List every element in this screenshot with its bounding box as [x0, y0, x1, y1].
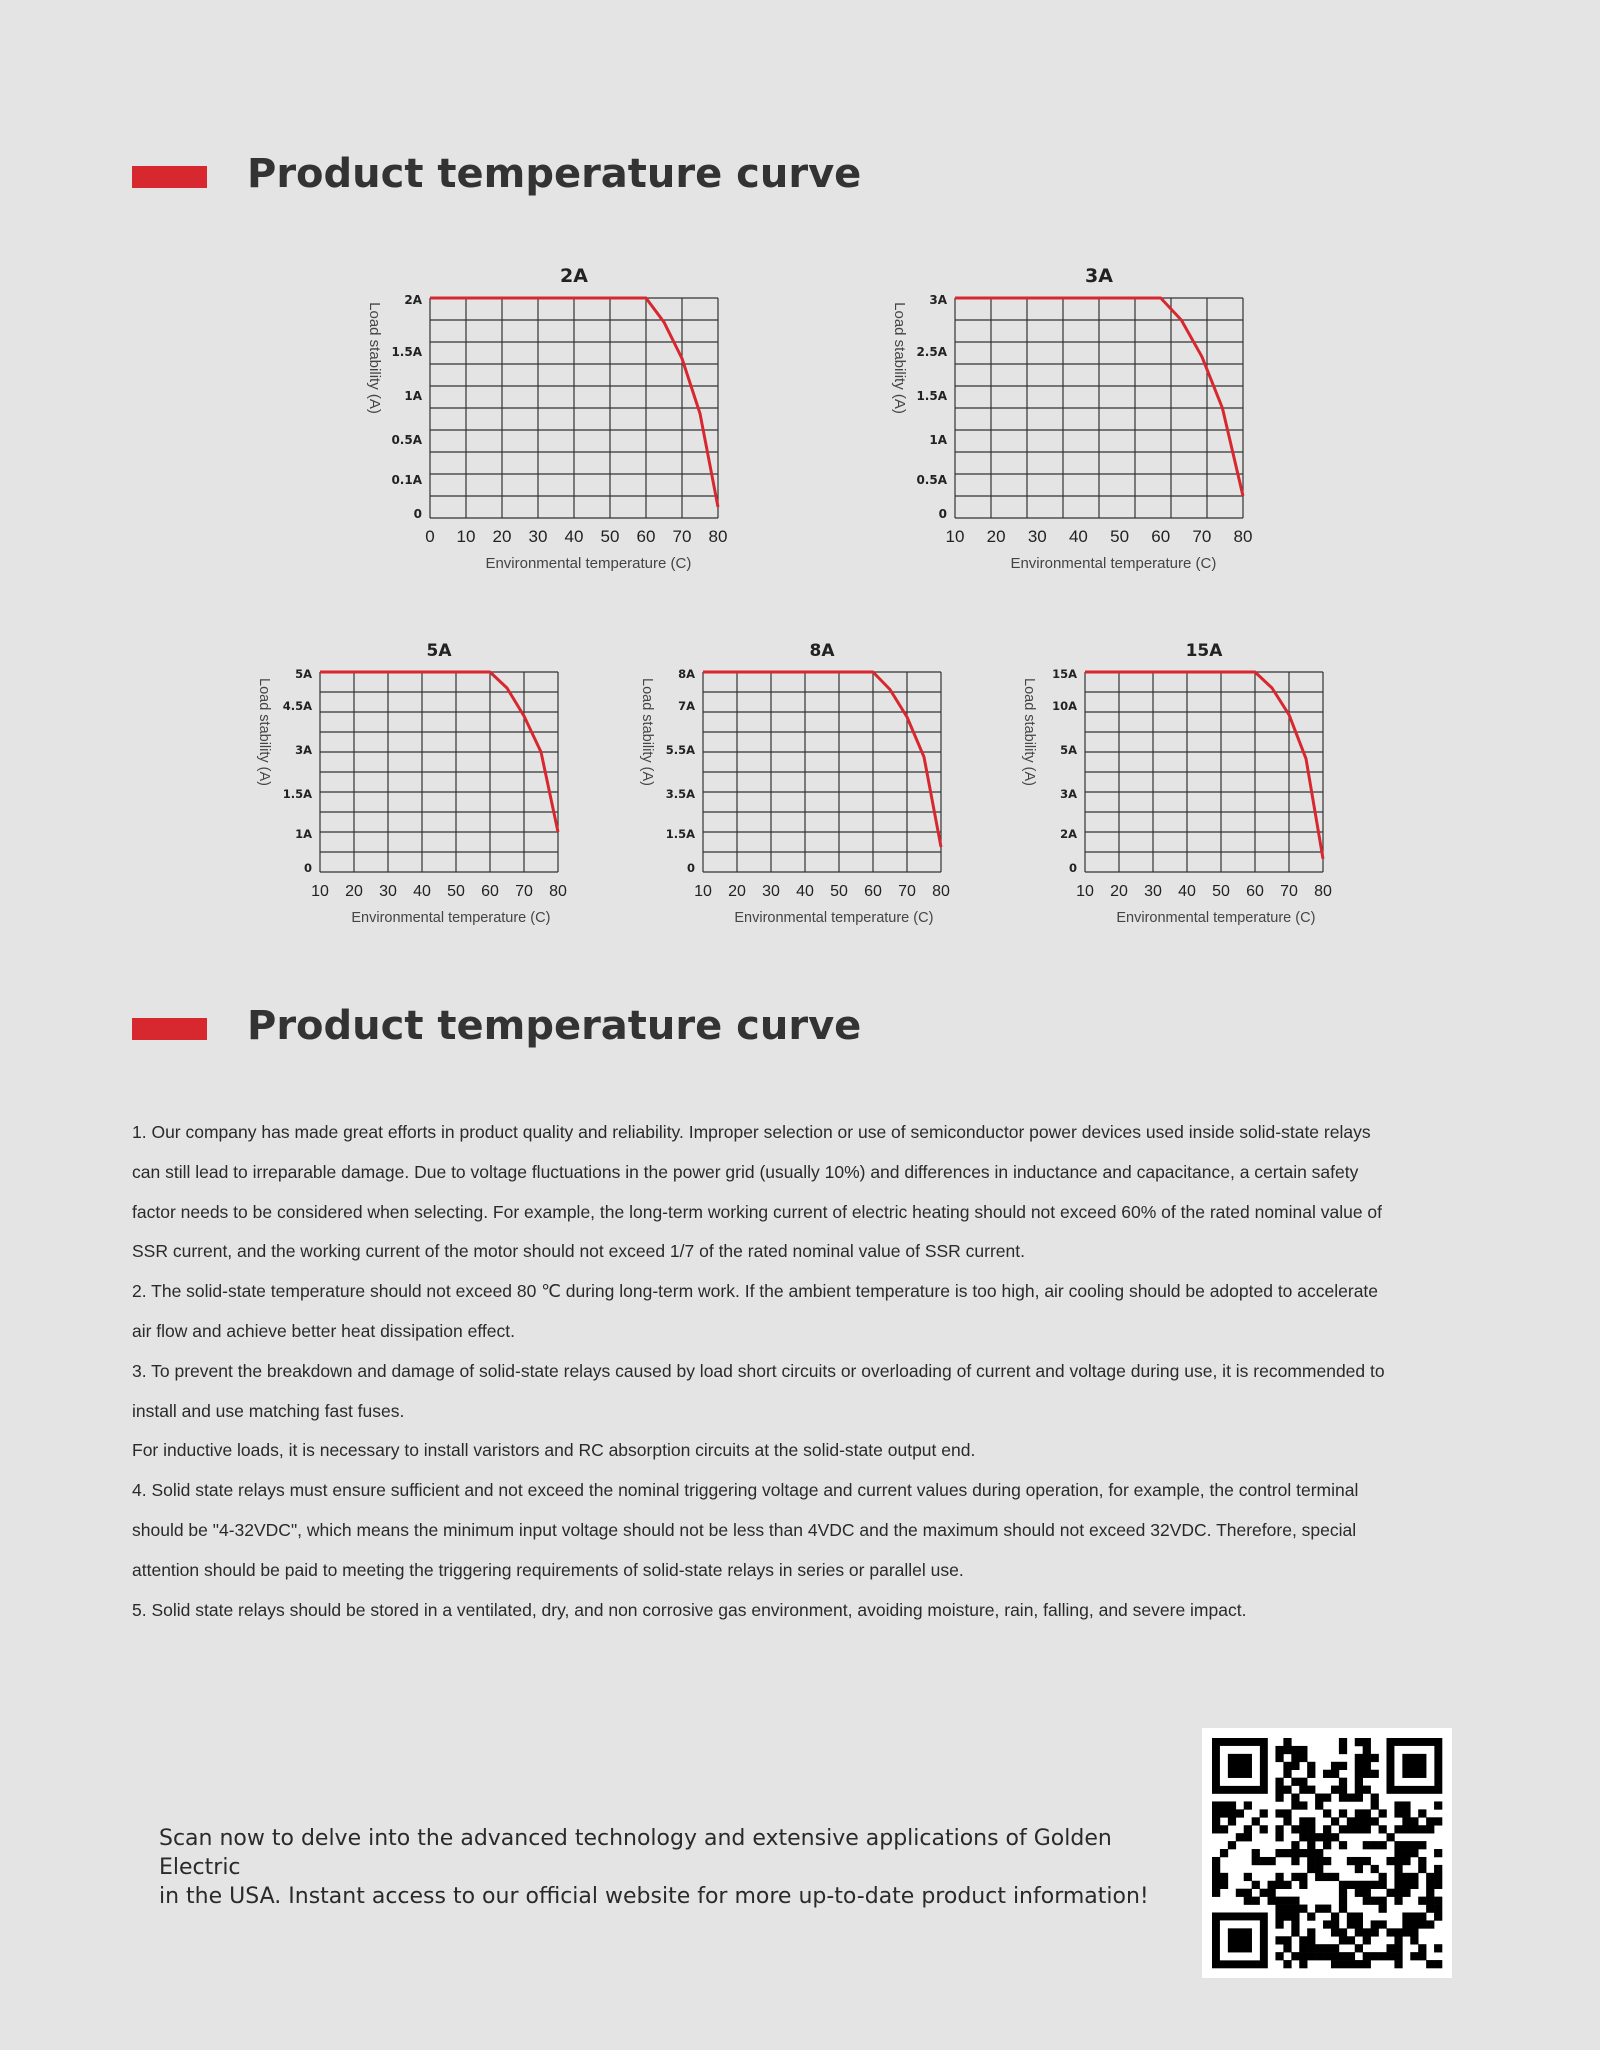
x-tick-label: 80: [932, 883, 950, 900]
y-tick-label: 0.5A: [916, 473, 947, 487]
x-tick-label: 0: [425, 527, 435, 546]
y-tick-label: 5A: [1060, 743, 1077, 757]
section-accent-bar: [132, 1018, 207, 1040]
y-tick-label: 1.5A: [391, 345, 422, 359]
x-tick-label: 40: [796, 883, 814, 900]
x-axis-label: Environmental temperature (C): [485, 555, 692, 572]
section-heading-notes: [132, 996, 1032, 1056]
x-tick-label: 80: [708, 527, 728, 546]
x-axis-label: Environmental temperature (C): [1010, 555, 1217, 572]
chart-svg: [1010, 634, 1360, 924]
scan-prompt: [159, 1824, 1159, 1911]
y-tick-label: 5A: [295, 667, 312, 681]
note-paragraph: 3. To prevent the breakdown and damage of solid-state relays caused by load short circuits or overloading of current and voltage during use, it is recommended to install and use matching fast fuses.: [132, 1360, 1385, 1421]
y-tick-label: 5.5A: [665, 743, 695, 757]
x-axis-label: Environmental temperature (C): [351, 910, 551, 926]
y-tick-label: 2.5A: [916, 345, 947, 359]
y-tick-label: 1A: [929, 433, 947, 447]
y-tick-label: 1A: [295, 827, 312, 841]
x-tick-label: 70: [515, 883, 533, 900]
y-tick-label: 0.5A: [391, 433, 422, 447]
y-tick-label: 3A: [295, 743, 312, 757]
y-axis-label: Load stability (A): [639, 678, 655, 786]
x-tick-label: 20: [1110, 883, 1128, 900]
section-heading-curves: [132, 144, 1032, 204]
usage-notes: [132, 1113, 1392, 1630]
note-paragraph: 4. Solid state relays must ensure sufficient and not exceed the nominal triggering voltage and current values during operation, for example, the control terminal should be "4-32VDC", which means the minimum input voltage should not be less than 4VDC and the maximum should not exceed 32VDC. Therefore, special attention should be paid to meeting the triggering requirements of solid-state relays in series or parallel use.: [132, 1480, 1359, 1580]
section-accent-bar: [132, 166, 207, 188]
x-tick-label: 60: [636, 527, 656, 546]
chart-8a: [628, 634, 978, 924]
x-tick-label: 60: [1151, 527, 1171, 546]
chart-2a: [350, 256, 750, 586]
chart-svg: [245, 634, 595, 924]
chart-title: 8A: [809, 641, 835, 661]
y-tick-label: 1.5A: [665, 827, 695, 841]
x-tick-label: 10: [311, 883, 329, 900]
section-title: Product temperature curve: [247, 151, 862, 197]
y-tick-label: 0: [303, 861, 312, 875]
x-axis-label: Environmental temperature (C): [1116, 910, 1316, 926]
y-tick-label: 1.5A: [916, 389, 947, 403]
y-tick-label: 0: [1068, 861, 1077, 875]
chart-title: 2A: [560, 265, 588, 287]
scan-line: Scan now to delve into the advanced technology and extensive applications of Golden Electric: [159, 1826, 1112, 1880]
chart-15a: [1010, 634, 1360, 924]
x-tick-label: 30: [1027, 527, 1047, 546]
x-tick-label: 30: [1144, 883, 1162, 900]
section-title: Product temperature curve: [247, 1003, 862, 1049]
y-tick-label: 3A: [1060, 787, 1077, 801]
x-tick-label: 80: [1314, 883, 1332, 900]
x-tick-label: 80: [1233, 527, 1253, 546]
x-tick-label: 50: [600, 527, 620, 546]
chart-3a: [875, 256, 1275, 586]
y-tick-label: 0: [938, 507, 947, 521]
chart-title: 5A: [426, 641, 452, 661]
x-tick-label: 20: [492, 527, 512, 546]
chart-title: 15A: [1185, 641, 1223, 661]
note-paragraph: 2. The solid-state temperature should not exceed 80 ℃ during long-term work. If the ambient temperature is too high, air cooling should be adopted to accelerate air flow and achieve better heat dissipation effect.: [132, 1281, 1379, 1341]
x-tick-label: 10: [945, 527, 965, 546]
x-tick-label: 30: [379, 883, 397, 900]
x-tick-label: 20: [728, 883, 746, 900]
x-axis-label: Environmental temperature (C): [734, 910, 934, 926]
x-tick-label: 40: [1178, 883, 1196, 900]
scan-line: in the USA. Instant access to our official website for more up-to-date product information!: [159, 1884, 1149, 1909]
y-tick-label: 2A: [404, 293, 422, 307]
y-tick-label: 4.5A: [282, 699, 312, 713]
x-tick-label: 10: [1076, 883, 1094, 900]
x-tick-label: 70: [1192, 527, 1212, 546]
y-axis-label: Load stability (A): [256, 678, 272, 786]
y-axis-label: Load stability (A): [1021, 678, 1037, 786]
x-tick-label: 60: [481, 883, 499, 900]
qr-code-icon[interactable]: [1202, 1728, 1452, 1978]
qr-code-graphic: [1202, 1728, 1452, 1978]
y-tick-label: 10A: [1052, 699, 1077, 713]
x-tick-label: 50: [1110, 527, 1130, 546]
y-tick-label: 0: [413, 507, 422, 521]
note-paragraph: For inductive loads, it is necessary to install varistors and RC absorption circuits at the solid-state output end.: [132, 1440, 976, 1461]
chart-svg: [628, 634, 978, 924]
y-tick-label: 0: [686, 861, 695, 875]
x-tick-label: 60: [1246, 883, 1264, 900]
derating-curve: [703, 672, 941, 847]
x-tick-label: 50: [447, 883, 465, 900]
x-tick-label: 40: [564, 527, 584, 546]
chart-title: 3A: [1085, 265, 1113, 287]
y-tick-label: 1A: [404, 389, 422, 403]
x-tick-label: 30: [528, 527, 548, 546]
x-tick-label: 10: [456, 527, 476, 546]
chart-svg: [350, 256, 750, 586]
chart-svg: [875, 256, 1275, 586]
note-paragraph: 5. Solid state relays should be stored in a ventilated, dry, and non corrosive gas environment, avoiding moisture, rain, falling, and severe impact.: [132, 1599, 1247, 1620]
y-tick-label: 2A: [1060, 827, 1077, 841]
note-paragraph: 1. Our company has made great efforts in product quality and reliability. Improper selection or use of semiconductor power devices used inside solid-state relays can still lead to irreparable damage. Due to voltage fluctuations in the power grid (usually 10%) and differences in inductance and capacitance, a certain safety factor needs to be considered when selecting. For example, the long-term working current of electric heating should not exceed 60% of the rated nominal value of SSR current, and the working current of the motor should not exceed 1/7 of the rated nominal value of SSR current.: [132, 1122, 1383, 1262]
y-tick-label: 8A: [678, 667, 695, 681]
y-axis-label: Load stability (A): [366, 302, 383, 414]
x-tick-label: 10: [694, 883, 712, 900]
y-tick-label: 3.5A: [665, 787, 695, 801]
x-tick-label: 70: [672, 527, 692, 546]
x-tick-label: 20: [986, 527, 1006, 546]
y-tick-label: 1.5A: [282, 787, 312, 801]
x-tick-label: 50: [1212, 883, 1230, 900]
y-tick-label: 7A: [678, 699, 695, 713]
x-tick-label: 30: [762, 883, 780, 900]
x-tick-label: 60: [864, 883, 882, 900]
y-tick-label: 15A: [1052, 667, 1077, 681]
y-tick-label: 0.1A: [391, 473, 422, 487]
y-axis-label: Load stability (A): [891, 302, 908, 414]
derating-curve: [1085, 672, 1323, 859]
y-tick-label: 3A: [929, 293, 947, 307]
x-tick-label: 50: [830, 883, 848, 900]
x-tick-label: 70: [898, 883, 916, 900]
x-tick-label: 20: [345, 883, 363, 900]
x-tick-label: 40: [1068, 527, 1088, 546]
x-tick-label: 40: [413, 883, 431, 900]
x-tick-label: 80: [549, 883, 567, 900]
x-tick-label: 70: [1280, 883, 1298, 900]
chart-5a: [245, 634, 595, 924]
